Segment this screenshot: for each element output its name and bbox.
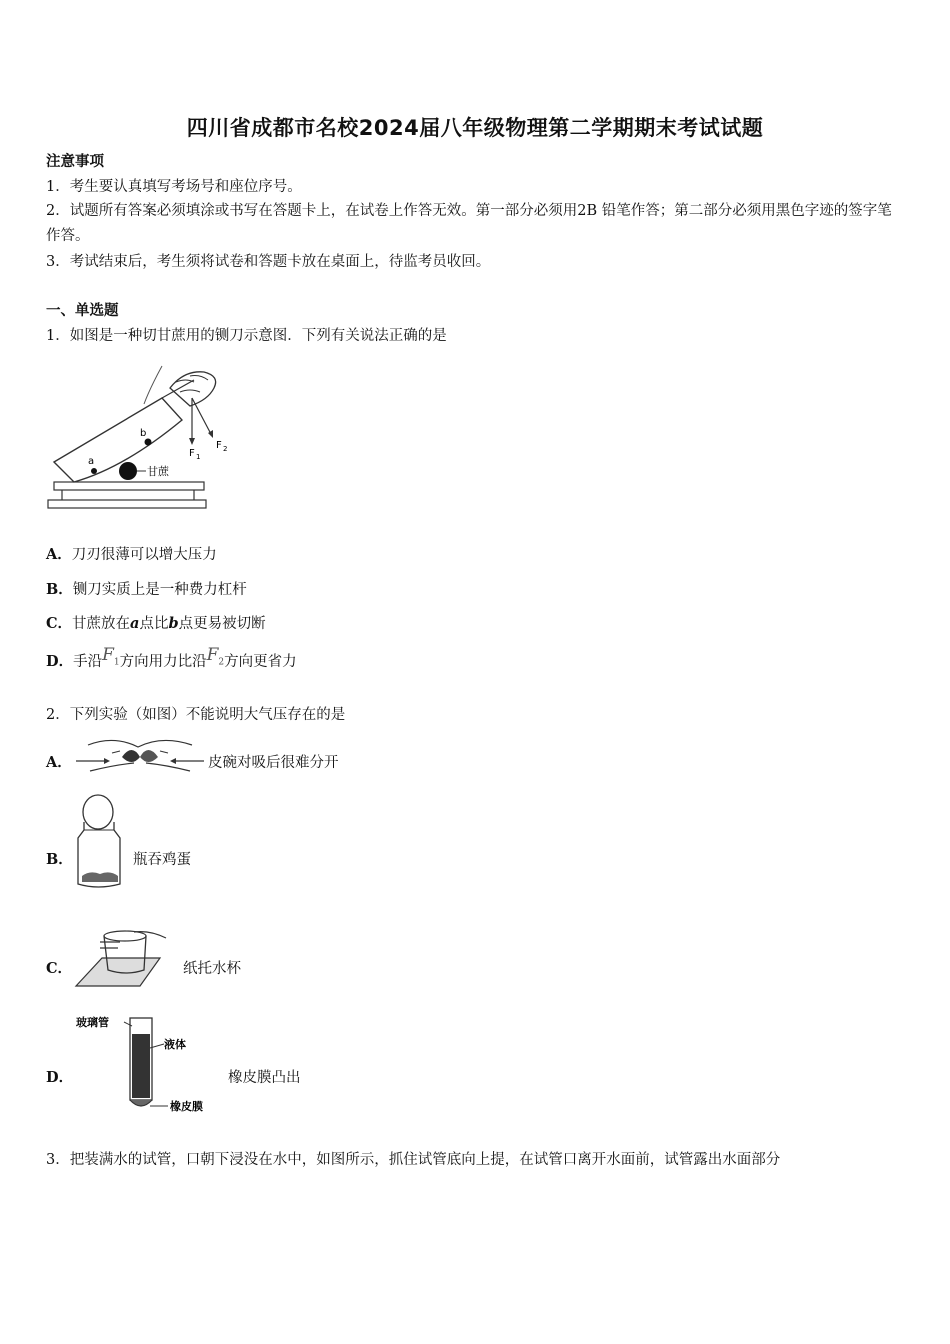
q1-figure-chopper [44, 358, 228, 513]
q1-option-d-F2: $F_2$ [206, 645, 225, 668]
q1-option-d-letter: D． [46, 653, 74, 670]
q1-label-F1: F [189, 448, 195, 459]
q1-label-F2-sub: 2 [223, 445, 228, 453]
q2-figure-glass-tube [74, 1012, 224, 1116]
notice-item-2: 2．试题所有答案必须填涂或书写在答题卡上，在试卷上作答无效。第一部分必须用2B 铅笔作答；第二部分必须用黑色字迹的签字笔作答。 [46, 203, 892, 244]
q2-option-a-letter[interactable]: A． [46, 754, 72, 771]
q1-option-a-text: 刀刃很薄可以增大压力 [71, 547, 217, 563]
q1-option-c-point-a: a [130, 615, 140, 632]
page-title: 四川省成都市名校2024届八年级物理第二学期期末考试试题 [186, 116, 764, 140]
q1-option-c-letter: C． [46, 615, 73, 632]
q2-option-d-letter[interactable]: D． [46, 1069, 74, 1086]
q2-figure-paper-cup [74, 928, 164, 990]
q2-option-c-letter[interactable]: C． [46, 960, 73, 977]
q1-option-d-text-3: 方向更省力 [224, 654, 297, 670]
q1-option-c-text-3: 点更易被切断 [178, 616, 266, 632]
q1-label-F1-sub: 1 [196, 453, 201, 461]
q3-stem: 3．把装满水的试管，口朝下浸没在水中，如图所示，抓住试管底向上提，在试管口离开水面前，试管露出水面部分 [46, 1152, 781, 1168]
q2-label-glass-tube: 玻璃管 [76, 1016, 109, 1029]
q1-option-d[interactable] [46, 645, 297, 673]
q1-option-d-F1: $F_1$ [102, 645, 120, 668]
q2-option-a-text: 皮碗对吸后很难分开 [208, 755, 339, 771]
q1-option-b[interactable] [46, 578, 247, 599]
q2-figure-bottle-egg [70, 792, 130, 892]
q2-stem: 2．下列实验（如图）不能说明大气压存在的是 [46, 707, 346, 723]
q1-option-d-text-2: 方向用力比沿 [119, 654, 207, 670]
notice-heading: 注意事项 [46, 153, 104, 170]
q1-label-sugarcane: 甘蔗 [147, 465, 169, 478]
notice-item-1: 1．考生要认真填写考场号和座位序号。 [46, 179, 302, 195]
q2-figure-suction-cups [74, 733, 206, 775]
q2-option-b-letter[interactable]: B． [46, 851, 73, 868]
notice-item-3: 3．考试结束后，考生须将试卷和答题卡放在桌面上，待监考员收回。 [46, 254, 491, 270]
q1-option-c-text-2: 点比 [139, 616, 169, 632]
q1-label-a: a [88, 456, 95, 467]
q2-option-b-text: 瓶吞鸡蛋 [133, 852, 191, 868]
q1-label-b: b [140, 428, 147, 439]
q2-label-membrane: 橡皮膜 [170, 1100, 203, 1113]
q2-option-d-text: 橡皮膜凸出 [228, 1070, 301, 1086]
q1-option-c-point-b: b [168, 615, 179, 632]
q1-option-a-letter: A． [46, 546, 72, 563]
q1-option-a[interactable] [46, 543, 217, 564]
q2-label-liquid: 液体 [164, 1038, 186, 1051]
q2-option-c-text: 纸托水杯 [183, 961, 241, 977]
q1-option-d-text-1: 手沿 [73, 654, 103, 670]
q1-stem: 1．如图是一种切甘蔗用的铡刀示意图．下列有关说法正确的是 [46, 328, 447, 344]
q1-option-c[interactable] [46, 612, 266, 633]
q1-option-b-text: 铡刀实质上是一种费力杠杆 [72, 582, 247, 598]
q1-option-b-letter: B． [46, 581, 73, 598]
section-heading: 一、单选题 [46, 302, 119, 319]
q1-option-c-text-1: 甘蔗放在 [72, 616, 131, 632]
q1-label-F2: F [216, 440, 222, 451]
